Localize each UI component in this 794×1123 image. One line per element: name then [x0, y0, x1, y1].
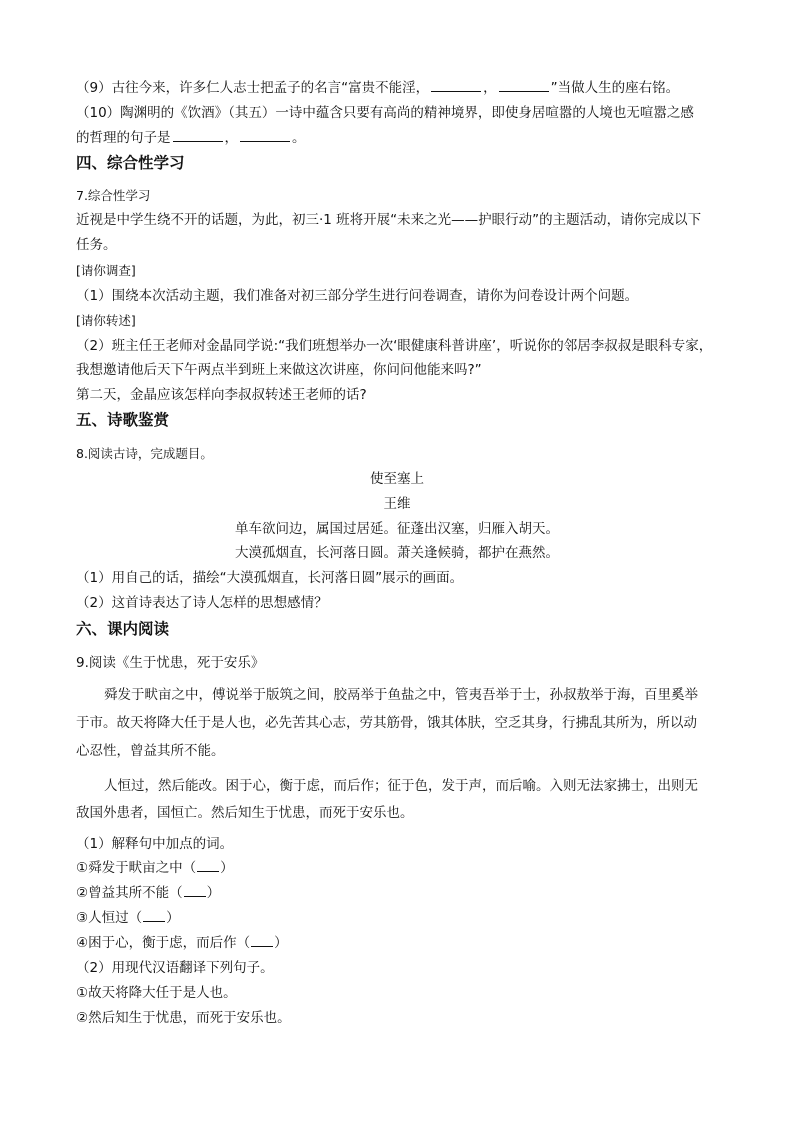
poem-title: 使至塞上	[370, 471, 424, 487]
q9-text-mid: ，	[483, 80, 497, 96]
word-item-3	[76, 908, 180, 928]
survey-label: [请你调查]	[76, 263, 136, 278]
answer-blank[interactable]	[251, 934, 273, 947]
question-9-part-1: （1）解释句中加点的词。	[76, 836, 234, 852]
translate-item-2: ②然后知生于忧患，而死于安乐也。	[76, 1010, 291, 1026]
q10-text-post: 。	[292, 130, 306, 146]
question-7-part-2-line-1: （2）班主任王老师对金晶同学说:“我们班想举办一次‘眼健康科普讲座’，听说你的邻居李叔叔是眼科专家，	[76, 338, 713, 354]
answer-blank[interactable]	[240, 129, 290, 142]
passage-paragraph-1-line-1: 舜发于畎亩之中，傅说举于版筑之间，胶鬲举于鱼盐之中，管夷吾举于士，孙叔敖举于海，百里奚举	[104, 687, 698, 703]
answer-blank[interactable]	[143, 909, 165, 922]
question-8-title: 8.阅读古诗，完成题目。	[76, 446, 213, 461]
passage-paragraph-1-line-3: 心忍性，曾益其所不能。	[76, 743, 225, 759]
q9-text-post: ”当做人生的座右铭。	[550, 80, 680, 96]
q10-text-mid: ，	[224, 130, 238, 146]
word-item-text: ④困于心，衡于虑，而后作（	[76, 935, 251, 951]
word-item-close: ）	[274, 935, 288, 951]
question-7-intro-line-1: 近视是中学生绕不开的话题，为此，初三·1 班将开展“未来之光——护眼行动”的主题活动，请你完成以下	[76, 212, 702, 228]
word-item-4	[76, 933, 288, 953]
answer-blank[interactable]	[184, 884, 206, 897]
question-7-part-2-line-2: 我想邀请他后天下午两点半到班上来做这次讲座，你问问他能来吗?”	[76, 362, 482, 378]
passage-paragraph-1-line-2: 于市。故天将降大任于是人也，必先苦其心志，劳其筋骨，饿其体肤，空乏其身，行拂乱其所为，所以动	[76, 715, 697, 731]
question-8-part-1: （1）用自己的话，描绘“大漠孤烟直，长河落日圆”展示的画面。	[76, 570, 464, 586]
section-5-heading: 五、诗歌鉴赏	[76, 411, 170, 429]
question-7-part-2-line-3: 第二天，金晶应该怎样向李叔叔转述王老师的话?	[76, 387, 367, 403]
poem-author: 王维	[383, 496, 411, 512]
answer-blank[interactable]	[197, 859, 219, 872]
word-item-close: ）	[206, 885, 221, 901]
word-item-1	[76, 858, 234, 878]
passage-paragraph-2-line-1: 人恒过，然后能改。困于心，衡于虑，而后作；征于色，发于声，而后喻。入则无法家拂士，出则无	[104, 778, 698, 794]
poem-line-1: 单车欲问边，属国过居延。征蓬出汉塞，归雁入胡天。	[235, 521, 559, 537]
word-item-text: ③人恒过（	[76, 910, 143, 926]
poem-line-2: 大漠孤烟直，长河落日圆。萧关逢候骑，都护在燕然。	[235, 545, 559, 561]
passage-paragraph-2-line-2: 敌国外患者，国恒亡。然后知生于忧患，而死于安乐也。	[76, 805, 414, 821]
question-10-line-2	[76, 128, 306, 148]
question-9-fill-blank	[76, 78, 679, 98]
question-9-part-2: （2）用现代汉语翻译下列句子。	[76, 960, 274, 976]
word-item-text: ②曾益其所不能（	[76, 885, 183, 901]
question-10-line-1: （10）陶渊明的《饮酒》（其五）一诗中蕴含只要有高尚的精神境界，即使身居喧嚣的人境也无喧嚣之感	[76, 105, 694, 121]
word-item-close: ）	[220, 860, 234, 876]
q9-text-pre: （9）古往今来，许多仁人志士把孟子的名言“富贵不能淫，	[76, 80, 430, 96]
word-item-2	[76, 883, 220, 903]
answer-blank[interactable]	[173, 129, 223, 142]
translate-item-1: ①故天将降大任于是人也。	[76, 985, 237, 1001]
section-4-heading: 四、综合性学习	[76, 154, 185, 172]
relay-label: [请你转述]	[76, 313, 136, 328]
question-7-intro-line-2: 任务。	[76, 237, 117, 253]
question-7-title: 7.综合性学习	[76, 188, 151, 203]
question-9-title: 9.阅读《生于忧患，死于安乐》	[76, 655, 265, 671]
section-6-heading: 六、课内阅读	[76, 620, 170, 638]
answer-blank[interactable]	[431, 79, 481, 92]
word-item-close: ）	[166, 910, 180, 926]
question-7-part-1: （1）围绕本次活动主题，我们准备对初三部分学生进行问卷调查，请你为问卷设计两个问题。	[76, 288, 639, 304]
answer-blank[interactable]	[499, 79, 549, 92]
q10-text-pre: 的哲理的句子是	[76, 130, 171, 146]
word-item-text: ①舜发于畎亩之中（	[76, 860, 197, 876]
question-8-part-2: （2）这首诗表达了诗人怎样的思想感情？	[76, 595, 328, 611]
